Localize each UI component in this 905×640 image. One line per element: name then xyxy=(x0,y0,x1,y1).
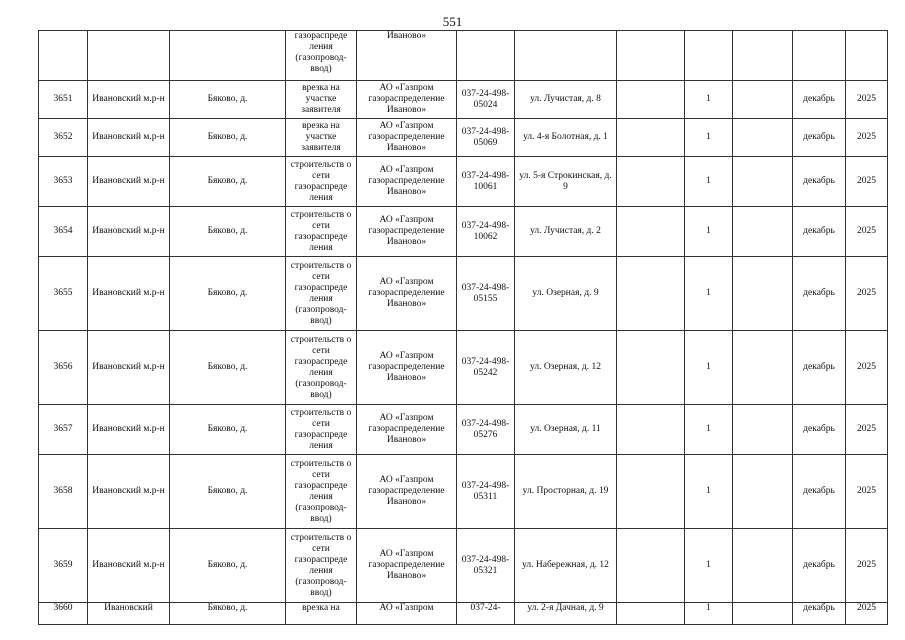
cell-address: ул. Набережная, д. 12 xyxy=(515,529,617,603)
cell-year: 2025 xyxy=(846,603,888,625)
cell-count: 1 xyxy=(685,257,733,331)
cell-address: ул. Просторная, д. 19 xyxy=(515,455,617,529)
cell-work-type: строительств о сети газораспреде ления (газопровод-ввод) xyxy=(286,331,357,405)
cell-year: 2025 xyxy=(846,81,888,119)
cell-district: Ивановский м.р-н xyxy=(88,207,170,257)
cell-work-type: газораспреде ления (газопровод-ввод) xyxy=(286,31,357,81)
cell-col8 xyxy=(617,455,685,529)
cell-year: 2025 xyxy=(846,405,888,455)
cell-organization: АО «Газпром газораспределение Иваново» xyxy=(357,331,457,405)
cell-count: 1 xyxy=(685,603,733,625)
cell-organization: АО «Газпром газораспределение Иваново» xyxy=(357,455,457,529)
cell-row-number: 3660 xyxy=(39,603,88,625)
cell-count: 1 xyxy=(685,455,733,529)
cell-count: 1 xyxy=(685,405,733,455)
cell-address: ул. Озерная, д. 12 xyxy=(515,331,617,405)
cell-row-number: 3653 xyxy=(39,157,88,207)
cell-col10 xyxy=(733,529,793,603)
cell-col10 xyxy=(733,157,793,207)
cell-empty xyxy=(170,31,286,81)
cell-month: декабрь xyxy=(793,119,846,157)
cell-locality: Бяково, д. xyxy=(170,455,286,529)
cell-work-type: врезка на участке заявителя xyxy=(286,119,357,157)
cell-month: декабрь xyxy=(793,257,846,331)
cell-code: 037-24-498-05155 xyxy=(457,257,515,331)
cell-year: 2025 xyxy=(846,157,888,207)
cell-col8 xyxy=(617,207,685,257)
cell-count: 1 xyxy=(685,119,733,157)
cell-address: ул. Лучистая, д. 2 xyxy=(515,207,617,257)
page-number: 551 xyxy=(442,14,463,29)
cell-col10 xyxy=(733,81,793,119)
cell-month: декабрь xyxy=(793,81,846,119)
cell-locality: Бяково, д. xyxy=(170,157,286,207)
cell-month: декабрь xyxy=(793,529,846,603)
cell-col8 xyxy=(617,157,685,207)
cell-work-type: строительств о сети газораспреде ления (газопровод-ввод) xyxy=(286,529,357,603)
cell-address: ул. Озерная, д. 11 xyxy=(515,405,617,455)
cell-col10 xyxy=(733,455,793,529)
cell-organization: АО «Газпром газораспределение Иваново» xyxy=(357,405,457,455)
cell-locality: Бяково, д. xyxy=(170,119,286,157)
cell-organization: АО «Газпром газораспределение Иваново» xyxy=(357,81,457,119)
table-row xyxy=(39,81,888,119)
cell-count: 1 xyxy=(685,331,733,405)
cell-count: 1 xyxy=(685,529,733,603)
cell-empty xyxy=(685,31,733,81)
cell-count: 1 xyxy=(685,81,733,119)
cell-address: ул. 5-я Строкинская, д. 9 xyxy=(515,157,617,207)
table-row xyxy=(39,119,888,157)
cell-col10 xyxy=(733,207,793,257)
cell-code: 037-24-498-10062 xyxy=(457,207,515,257)
cell-district: Ивановский м.р-н xyxy=(88,257,170,331)
cell-month: декабрь xyxy=(793,331,846,405)
cell-count: 1 xyxy=(685,157,733,207)
cell-col8 xyxy=(617,257,685,331)
cell-address: ул. 4-я Болотная, д. 1 xyxy=(515,119,617,157)
cell-district: Ивановский м.р-н xyxy=(88,331,170,405)
cell-organization: АО «Газпром газораспределение Иваново» xyxy=(357,119,457,157)
cell-district: Ивановский м.р-н xyxy=(88,157,170,207)
table-row xyxy=(39,207,888,257)
cell-col8 xyxy=(617,405,685,455)
cell-month: декабрь xyxy=(793,455,846,529)
cell-col10 xyxy=(733,119,793,157)
cell-organization: АО «Газпром газораспределение Иваново» xyxy=(357,157,457,207)
cell-locality: Бяково, д. xyxy=(170,331,286,405)
cell-row-number: 3652 xyxy=(39,119,88,157)
cell-district: Ивановский м.р-н xyxy=(88,81,170,119)
cell-empty xyxy=(793,31,846,81)
cell-locality: Бяково, д. xyxy=(170,81,286,119)
cell-col10 xyxy=(733,603,793,625)
cell-work-type: врезка на xyxy=(286,603,357,625)
cell-col8 xyxy=(617,529,685,603)
table-row xyxy=(39,405,888,455)
cell-organization: АО «Газпром газораспределение Иваново» xyxy=(357,257,457,331)
cell-locality: Бяково, д. xyxy=(170,257,286,331)
cell-row-number: 3651 xyxy=(39,81,88,119)
cell-col8 xyxy=(617,331,685,405)
table-row xyxy=(39,157,888,207)
table-row xyxy=(39,331,888,405)
cell-month: декабрь xyxy=(793,157,846,207)
cell-year: 2025 xyxy=(846,119,888,157)
cell-year: 2025 xyxy=(846,331,888,405)
cell-empty xyxy=(39,31,88,81)
cell-work-type: строительств о сети газораспреде ления xyxy=(286,405,357,455)
cell-locality: Бяково, д. xyxy=(170,603,286,625)
cell-work-type: врезка на участке заявителя xyxy=(286,81,357,119)
table-row xyxy=(39,257,888,331)
table-row xyxy=(39,455,888,529)
cell-count: 1 xyxy=(685,207,733,257)
cell-row-number: 3658 xyxy=(39,455,88,529)
cell-col8 xyxy=(617,81,685,119)
cell-district: Ивановский м.р-н xyxy=(88,119,170,157)
cell-row-number: 3656 xyxy=(39,331,88,405)
cell-year: 2025 xyxy=(846,257,888,331)
cell-organization: АО «Газпром газораспределение Иваново» xyxy=(357,207,457,257)
register-table xyxy=(38,30,888,625)
cell-work-type: строительств о сети газораспреде ления xyxy=(286,157,357,207)
cell-locality: Бяково, д. xyxy=(170,529,286,603)
cell-code: 037-24-498-10061 xyxy=(457,157,515,207)
cell-year: 2025 xyxy=(846,207,888,257)
cell-code: 037-24-498-05321 xyxy=(457,529,515,603)
cell-row-number: 3654 xyxy=(39,207,88,257)
cell-district: Ивановский м.р-н xyxy=(88,529,170,603)
cell-empty xyxy=(733,31,793,81)
cell-organization: Иваново» xyxy=(357,31,457,81)
cell-col10 xyxy=(733,405,793,455)
cell-district: Ивановский м.р-н xyxy=(88,455,170,529)
cell-col10 xyxy=(733,257,793,331)
cell-col8 xyxy=(617,119,685,157)
cell-locality: Бяково, д. xyxy=(170,405,286,455)
cell-empty xyxy=(846,31,888,81)
cell-district: Ивановский xyxy=(88,603,170,625)
cell-address: ул. 2-я Дачная, д. 9 xyxy=(515,603,617,625)
cell-work-type: строительств о сети газораспреде ления (газопровод-ввод) xyxy=(286,455,357,529)
cell-organization: АО «Газпром газораспределение Иваново» xyxy=(357,529,457,603)
cell-empty xyxy=(88,31,170,81)
cell-month: декабрь xyxy=(793,405,846,455)
cell-row-number: 3655 xyxy=(39,257,88,331)
cell-address: ул. Лучистая, д. 8 xyxy=(515,81,617,119)
cell-district: Ивановский м.р-н xyxy=(88,405,170,455)
cell-col8 xyxy=(617,603,685,625)
cell-code: 037-24-498-05242 xyxy=(457,331,515,405)
cell-row-number: 3657 xyxy=(39,405,88,455)
cell-locality: Бяково, д. xyxy=(170,207,286,257)
cell-address: ул. Озерная, д. 9 xyxy=(515,257,617,331)
cell-year: 2025 xyxy=(846,529,888,603)
cell-work-type: строительств о сети газораспреде ления (газопровод-ввод) xyxy=(286,257,357,331)
cell-month: декабрь xyxy=(793,603,846,625)
cell-empty xyxy=(515,31,617,81)
cell-organization: АО «Газпром xyxy=(357,603,457,625)
cell-year: 2025 xyxy=(846,455,888,529)
cell-work-type: строительств о сети газораспреде ления xyxy=(286,207,357,257)
table-body xyxy=(39,31,888,625)
cell-code: 037-24- xyxy=(457,603,515,625)
cell-col10 xyxy=(733,331,793,405)
cell-code: 037-24-498-05311 xyxy=(457,455,515,529)
cell-code: 037-24-498-05024 xyxy=(457,81,515,119)
cell-code: 037-24-498-05276 xyxy=(457,405,515,455)
continuation-row xyxy=(39,31,888,81)
table-row xyxy=(39,529,888,603)
table-row xyxy=(39,603,888,625)
cell-empty xyxy=(457,31,515,81)
cell-row-number: 3659 xyxy=(39,529,88,603)
cell-month: декабрь xyxy=(793,207,846,257)
cell-code: 037-24-498-05069 xyxy=(457,119,515,157)
cell-empty xyxy=(617,31,685,81)
